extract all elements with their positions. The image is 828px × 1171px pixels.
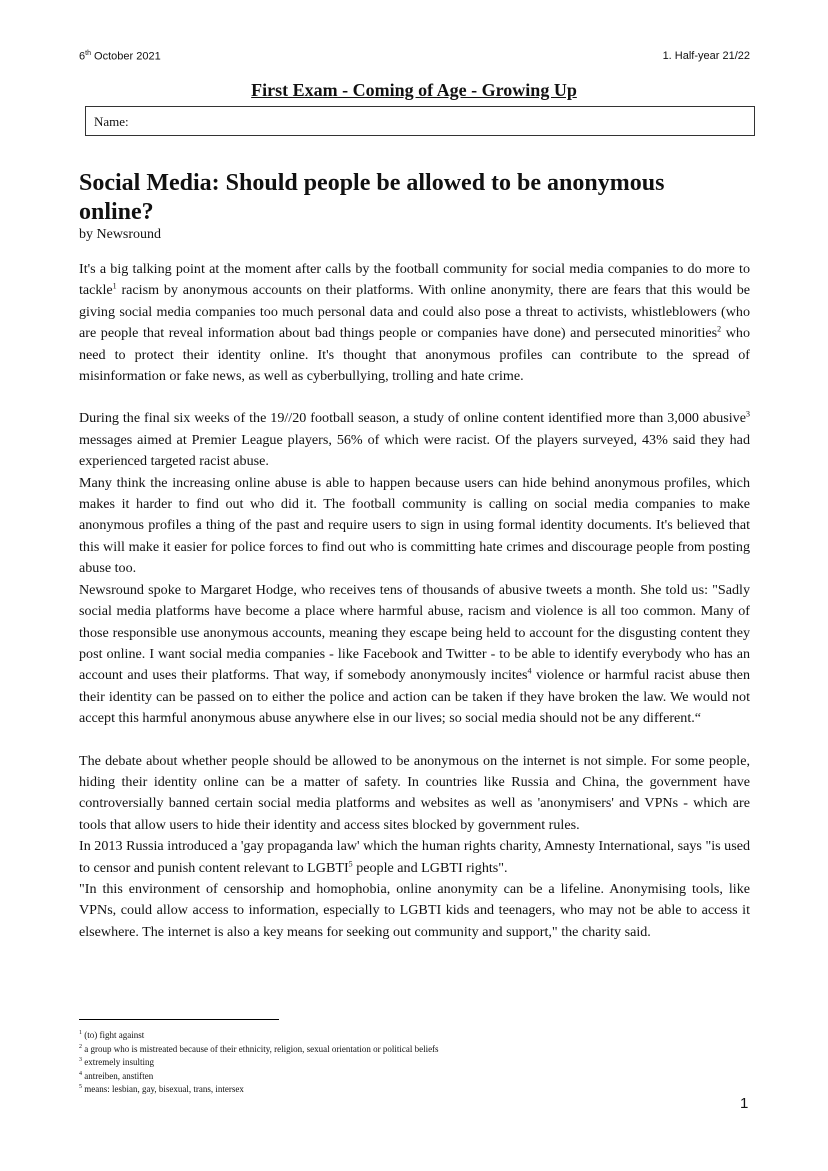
paragraph-1 bbox=[79, 259, 750, 387]
footnote-number: 5 bbox=[79, 1084, 82, 1090]
paragraph-6 bbox=[79, 836, 750, 879]
name-label: Name: bbox=[94, 114, 129, 129]
footnote-item bbox=[79, 1082, 439, 1096]
footnote-number: 3 bbox=[79, 1057, 82, 1063]
footnote-item bbox=[79, 1042, 439, 1056]
footnote-item bbox=[79, 1055, 439, 1069]
paragraph-4-text-b: violence or harmful racist abuse then their identity can be passed on to either the police and action can be taken if they have broken the law. We would not accept this harmful anonymous abuse anywhere else in our lives; so social media should not be any different.“ bbox=[79, 667, 750, 727]
article-body bbox=[79, 259, 750, 943]
header-date-rest: October 2021 bbox=[90, 50, 161, 63]
header-term: 1. Half-year 21/22 bbox=[662, 50, 750, 62]
footnote-ref-4: 4 bbox=[527, 666, 532, 676]
footnote-ref-3: 3 bbox=[746, 409, 750, 419]
footnote-ref-1: 1 bbox=[112, 281, 117, 291]
article-byline: by Newsround bbox=[79, 227, 162, 242]
paragraph-6-text-b: people and LGBTI rights". bbox=[352, 859, 508, 876]
footnote-ref-2: 2 bbox=[717, 324, 722, 334]
article-title: Social Media: Should people be allowed to be anonymous online? bbox=[79, 170, 665, 225]
paragraph-2 bbox=[79, 408, 750, 472]
exam-title: First Exam - Coming of Age - Growing Up bbox=[251, 80, 577, 100]
paragraph-1-text-b: racism by anonymous accounts on their platforms. With online anonymity, there are fears that this would be giving social media companies too much personal data and could also pose a threat to activists, whistleblowers (who are people that reveal information about bad things people or companies have done) and persecuted minorities bbox=[79, 282, 750, 342]
header-date-day: 6 bbox=[79, 50, 86, 63]
page-number: 1 bbox=[740, 1095, 749, 1112]
footnote-number: 2 bbox=[79, 1043, 82, 1050]
footnote-text: antreiben, anstiften bbox=[82, 1070, 154, 1081]
paragraph-1-text-a: It's a big talking point at the moment after calls by the football community for social media companies to do more to tackle bbox=[79, 261, 750, 299]
footnote-text: extremely insulting bbox=[82, 1057, 154, 1067]
paragraph-1-text-c: who need to protect their identity online. It's thought that anonymous profiles can contribute to the spread of misinformation or fake news, as well as cyberbullying, trolling and hate crime. bbox=[79, 325, 751, 385]
paragraph-4-text-a: Newsround spoke to Margaret Hodge, who receives tens of thousands of abusive tweets a month. She told us: "Sadly social media platforms have become a place where harmful abuse, racism and violence is all too common. Many of those responsible use anonymous accounts, meaning they escape being held to account for the disgusting content they post online. I want social media companies - like Facebook and Twitter - to be able to identify everybody who has an account and uses their platforms. That way, if somebody anonymously incites bbox=[79, 581, 750, 684]
header-date bbox=[79, 50, 161, 63]
footnote-text: a group who is mistreated because of their ethnicity, religion, sexual orientation or political beliefs bbox=[82, 1043, 439, 1054]
footnote-ref-5: 5 bbox=[348, 858, 353, 868]
footnote-item bbox=[79, 1069, 439, 1083]
name-field[interactable] bbox=[85, 106, 755, 136]
paragraph-7: "In this environment of censorship and homophobia, online anonymity can be a lifeline. Anonymising tools, like VPNs, could allow access to information, especially to LGBTI kids and teenagers, who may not be able to access it elsewhere. The internet is also a key means for seeking out community and support," the charity said. bbox=[79, 880, 750, 940]
paragraph-3: Many think the increasing online abuse is able to happen because users can hide behind anonymous profiles, which makes it harder to find out who did it. The football community is calling on social media companies to make anonymous profiles a thing of the past and require users to sign in using formal identity documents. It's believed that this will make it easier for police forces to find out who is committing hate crimes and discourage people from posting abuse too. bbox=[79, 474, 750, 577]
paragraph-4 bbox=[79, 580, 750, 730]
footnote-divider bbox=[79, 1019, 279, 1020]
paragraph-5: The debate about whether people should be allowed to be anonymous on the internet is not simple. For some people, hiding their identity online can be a matter of safety. In countries like Russia and China, the government have controversially banned certain social media platforms and websites as well as 'anonymisers' and VPNs - which are tools that allow users to hide their identity and access sites blocked by government rules. bbox=[79, 752, 750, 833]
footnote-number: 4 bbox=[79, 1070, 82, 1077]
paragraph-2-text-a: During the final six weeks of the 19//20 football season, a study of online content identified more than 3,000 abusive bbox=[79, 410, 746, 427]
header-date-suffix: th bbox=[85, 50, 91, 57]
footnote-text: means: lesbian, gay, bisexual, trans, intersex bbox=[82, 1084, 244, 1094]
footnotes bbox=[79, 1028, 439, 1096]
footnote-item bbox=[79, 1028, 439, 1042]
paragraph-6-text-a: In 2013 Russia introduced a 'gay propaganda law' which the human rights charity, Amnesty International, says "is used to censor and punish content relevant to LGBTI bbox=[79, 838, 750, 876]
paragraph-2-text-b: messages aimed at Premier League players, 56% of which were racist. Of the players surveyed, 43% said they had experienced targeted racist abuse. bbox=[79, 431, 750, 470]
footnote-number: 1 bbox=[79, 1030, 82, 1036]
footnote-text: (to) fight against bbox=[82, 1030, 145, 1040]
